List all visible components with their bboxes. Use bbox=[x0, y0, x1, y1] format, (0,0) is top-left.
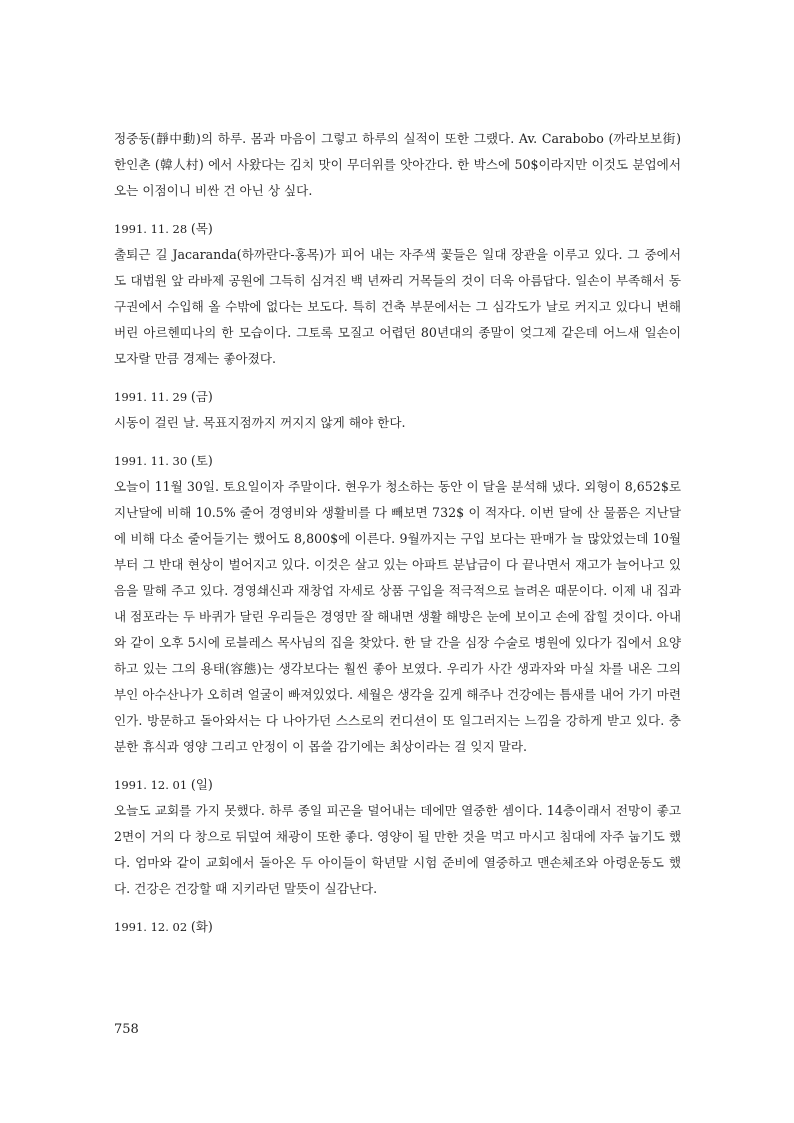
entry-date bbox=[114, 914, 681, 940]
diary-entry bbox=[114, 216, 681, 372]
entry-date bbox=[114, 772, 681, 798]
entry-text: 오늘이 11월 30일. 토요일이자 주말이다. 현우가 청소하는 동안 이 달을 분석해 냈다. 외형이 8,652$로 지난달에 비해 10.5% 줄어 경영비와 생활비를 다 빼보면 732$ 이 적자다. 이번 달에 산 물품은 지난달에 비해 다소 줄어들기는 했어도 8,800$에 이른다. 9월까지는 구입 보다는 판매가 늘 많았었는데 10월부터 그 반대 현상이 벌어지고 있다. 이것은 살고 있는 아파트 분납금이 다 끝나면서 재고가 늘어나고 있음을 말해 주고 있다. 경영쇄신과 재창업 자세로 상품 구입을 적극적으로 늘려온 때문이다. 이제 내 집과 내 점포라는 두 바퀴가 달린 우리들은 경영만 잘 해내면 생활 해방은 눈에 보이고 손에 잡힐 것이다. 아내와 같이 오후 5시에 로블레스 목사님의 집을 찾았다. 한 달 간을 심장 수술로 병원에 있다가 집에서 요양하고 있는 그의 용태(容態)는 생각보다는 훨씬 좋아 보였다. 우리가 사간 생과자와 마실 차를 내온 그의 부인 아수산나가 오히려 얼굴이 빠져있었다. 세월은 생각을 깊게 해주나 건강에는 틈새를 내어 가기 마련인가. 방문하고 돌아와서는 다 나아가던 스스로의 컨디션이 또 일그러지는 느낌을 강하게 받고 있다. 충분한 휴식과 영양 그리고 안정이 이 몹쓸 감기에는 최상이라는 걸 잊지 말라. bbox=[114, 479, 681, 754]
diary-entry bbox=[114, 448, 681, 760]
entry-date-number: 1991. 11. 28 bbox=[114, 222, 188, 236]
entry-date-number: 1991. 11. 29 bbox=[114, 390, 188, 404]
entry-weekday: (금) bbox=[190, 389, 213, 404]
entry-weekday: (일) bbox=[190, 777, 213, 792]
entry-date-number: 1991. 12. 02 bbox=[114, 920, 188, 934]
entry-text: 시동이 걸린 날. 목표지점까지 꺼지지 않게 해야 한다. bbox=[114, 415, 406, 430]
entry-date bbox=[114, 448, 681, 474]
entry-date bbox=[114, 216, 681, 242]
entry-text: 오늘도 교회를 가지 못했다. 하루 종일 피곤을 덜어내는 데에만 열중한 셈이다. 14층이래서 전망이 좋고 2면이 거의 다 창으로 뒤덮여 채광이 또한 좋다. 영양이 될 만한 것을 먹고 마시고 침대에 자주 눕기도 했다. 엄마와 같이 교회에서 돌아온 두 아이들이 학년말 시험 준비에 열중하고 맨손체조와 아령운동도 했다. 건강은 건강할 때 지키라던 말뜻이 실감난다. bbox=[114, 803, 681, 896]
entry-date-number: 1991. 11. 30 bbox=[114, 454, 188, 468]
page-number: 758 bbox=[114, 1022, 139, 1037]
entry-weekday: (화) bbox=[190, 919, 213, 934]
entry-date bbox=[114, 384, 681, 410]
entry-text: 출퇴근 길 Jacaranda(하까란다-홍목)가 피어 내는 자주색 꽃들은 일대 장관을 이루고 있다. 그 중에서도 대법원 앞 라바제 공원에 그득히 심겨진 백 년짜리 거목들의 것이 더욱 아름답다. 일손이 부족해서 동구권에서 수입해 올 수밖에 없다는 보도다. 특히 건축 부문에서는 그 심각도가 날로 커지고 있다니 변해버린 아르헨띠나의 한 모습이다. 그토록 모질고 어렵던 80년대의 종말이 엊그제 같은데 어느새 일손이 모자랄 만큼 경제는 좋아졌다. bbox=[114, 247, 681, 366]
diary-page bbox=[114, 126, 681, 940]
entry-weekday: (토) bbox=[190, 453, 213, 468]
entry-weekday: (목) bbox=[190, 221, 213, 236]
diary-entry bbox=[114, 384, 681, 436]
intro-paragraph: 정중동(靜中動)의 하루. 몸과 마음이 그렇고 하루의 실적이 또한 그랬다. Av. Carabobo (까라보보街) 한인촌 (韓人村) 에서 사왔다는 김치 맛이 무더위를 앗아간다. 한 박스에 50$이라지만 이것도 분업에서 오는 이점이니 비싼 건 아닌 상 싶다. bbox=[114, 131, 681, 198]
diary-entry bbox=[114, 914, 681, 940]
entry-date-number: 1991. 12. 01 bbox=[114, 778, 188, 792]
diary-entry bbox=[114, 772, 681, 902]
